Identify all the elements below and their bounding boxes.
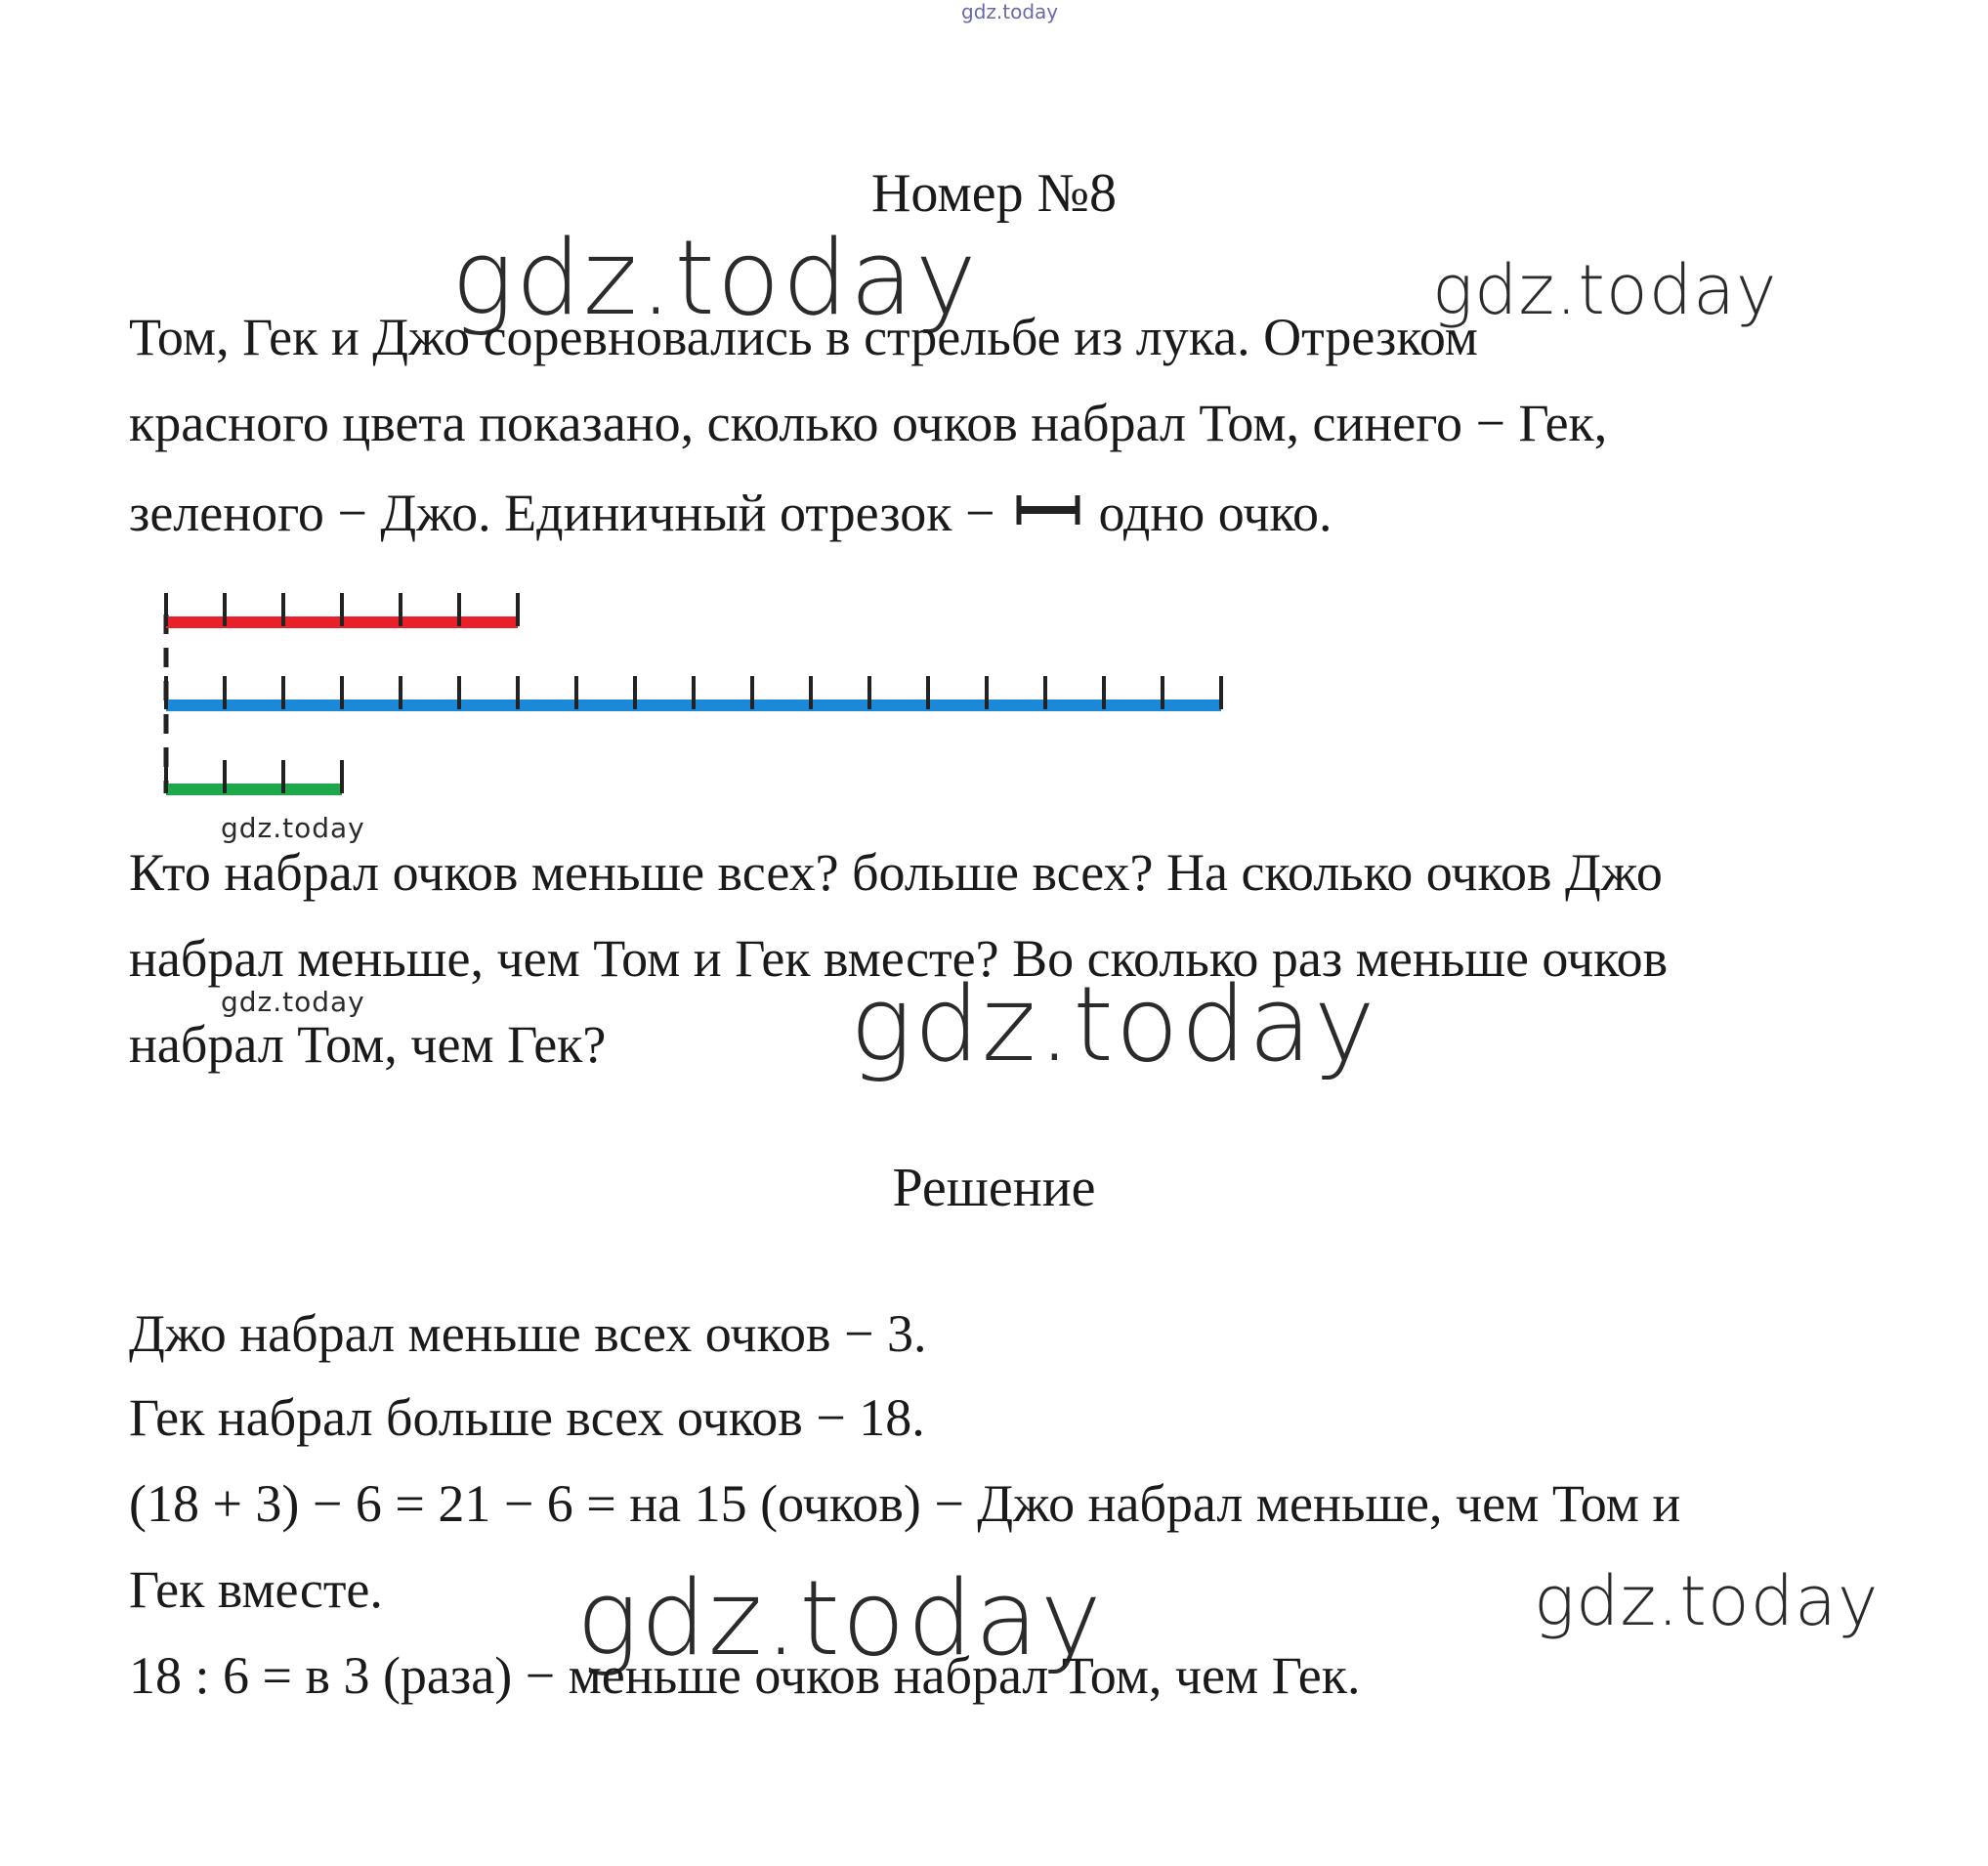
watermark-1: gdz.today [451, 218, 979, 338]
solution-line-2: Гек набрал больше всех очков − 18. [129, 1388, 925, 1447]
unit-segment-icon [1016, 483, 1080, 535]
solution-line-3: (18 + 3) − 6 = 21 − 6 = на 15 (очков) − Джо набрал меньше, чем Том и [129, 1474, 1681, 1533]
problem-line-3 [129, 484, 1332, 545]
watermark-3: gdz.today [221, 812, 365, 844]
page-title: Номер №8 [870, 163, 1118, 224]
solution-title: Решение [892, 1158, 1096, 1218]
watermark-2: gdz.today [1432, 250, 1778, 330]
watermark-5: gdz.today [850, 964, 1377, 1084]
question-line-1: Кто набрал очков меньше всех? больше всех? На сколько очков Джо [129, 843, 1663, 902]
solution-line-1: Джо набрал меньше всех очков − 3. [129, 1304, 927, 1363]
solution-line-5: 18 : 6 = в 3 (раза) − меньше очков набрал Том, чем Гек. [129, 1646, 1361, 1705]
problem-line-1: Том, Гек и Джо соревновались в стрельбе из лука. Отрезком [129, 308, 1478, 366]
solution-line-4: Гек вместе. [129, 1560, 383, 1619]
problem-line-3-text: зеленого − Джо. Единичный отрезок − [129, 484, 995, 542]
question-line-2: набрал меньше, чем Том и Гек вместе? Во сколько раз меньше очков [129, 929, 1669, 988]
question-line-3: набрал Том, чем Гек? [129, 1015, 607, 1074]
problem-line-2: красного цвета показано, сколько очков набрал Том, синего − Гек, [129, 394, 1608, 452]
watermark-4: gdz.today [221, 986, 365, 1018]
watermark-7: gdz.today [1534, 1561, 1880, 1641]
problem-line-3-end: одно очко. [1098, 484, 1332, 542]
watermark-top: gdz.today [961, 0, 1059, 23]
watermark-6: gdz.today [576, 1558, 1104, 1678]
points-diagram [156, 576, 1250, 811]
